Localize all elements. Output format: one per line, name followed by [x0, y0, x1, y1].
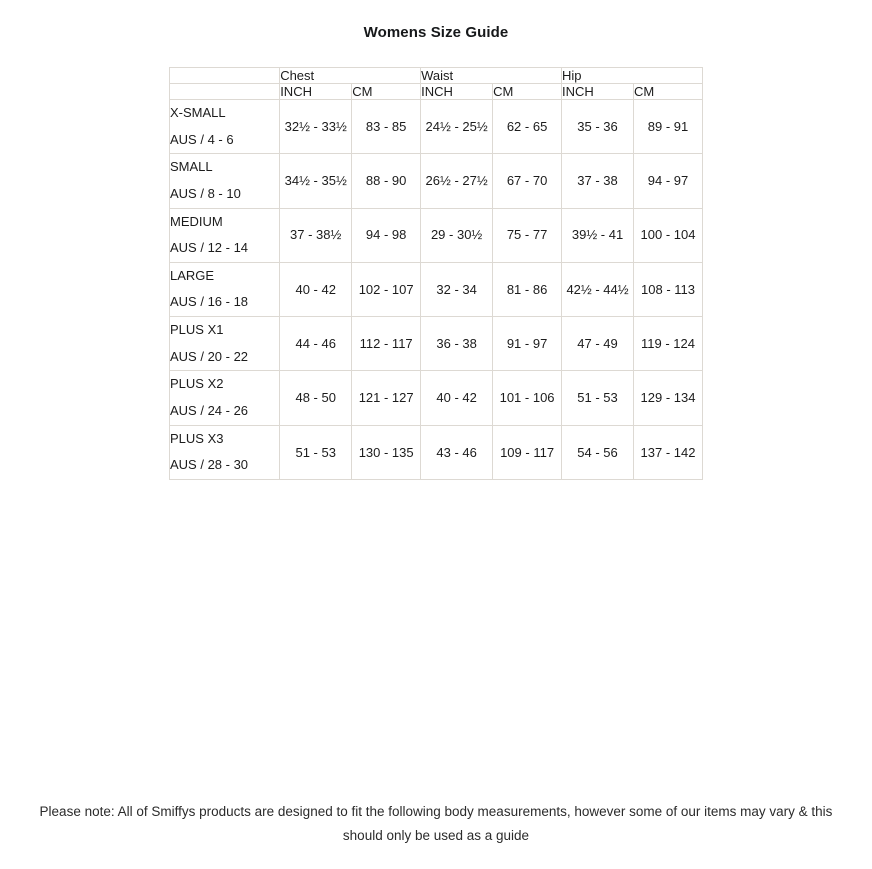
- cell-hip-inch: 51 - 53: [562, 371, 634, 425]
- cell-hip-cm: 137 - 142: [634, 425, 703, 479]
- cell-chest-inch: 51 - 53: [280, 425, 352, 479]
- cell-chest-inch: 40 - 42: [280, 262, 352, 316]
- group-header-chest: Chest: [280, 68, 421, 84]
- cell-waist-cm: 67 - 70: [493, 154, 562, 208]
- size-aus: AUS / 20 - 22: [170, 348, 249, 364]
- cell-hip-inch: 35 - 36: [562, 100, 634, 154]
- cell-chest-cm: 88 - 90: [352, 154, 421, 208]
- table-row: [170, 371, 703, 425]
- cell-hip-cm: 129 - 134: [634, 371, 703, 425]
- size-aus: AUS / 24 - 26: [170, 403, 249, 419]
- size-name: SMALL: [170, 159, 213, 175]
- size-name: X-SMALL: [170, 105, 226, 120]
- table-row: [170, 208, 703, 262]
- unit-header-chest-inch: INCH: [280, 84, 352, 100]
- table-row: [170, 154, 703, 208]
- group-header-blank: [170, 68, 280, 84]
- cell-hip-inch: 47 - 49: [562, 317, 634, 371]
- size-name: MEDIUM: [170, 213, 223, 229]
- row-size-label: [170, 371, 280, 425]
- cell-chest-inch: 34½ - 35½: [280, 154, 352, 208]
- cell-waist-cm: 62 - 65: [493, 100, 562, 154]
- unit-header-hip-cm: CM: [634, 84, 703, 100]
- row-size-label: [170, 262, 280, 316]
- size-table: [169, 67, 703, 480]
- cell-chest-cm: 130 - 135: [352, 425, 421, 479]
- row-size-label: [170, 317, 280, 371]
- cell-waist-inch: 32 - 34: [421, 262, 493, 316]
- size-aus: AUS / 8 - 10: [170, 185, 241, 201]
- cell-hip-inch: 39½ - 41: [562, 208, 634, 262]
- group-header-row: [170, 68, 703, 84]
- size-aus: AUS / 28 - 30: [170, 457, 249, 473]
- cell-hip-inch: 54 - 56: [562, 425, 634, 479]
- size-name: PLUS X3: [170, 430, 224, 446]
- unit-header-waist-cm: CM: [493, 84, 562, 100]
- size-name: PLUS X2: [170, 376, 224, 392]
- cell-waist-inch: 36 - 38: [421, 317, 493, 371]
- table-row: [170, 425, 703, 479]
- table-row: [170, 317, 703, 371]
- unit-header-row: [170, 84, 703, 100]
- row-size-label: [170, 208, 280, 262]
- cell-waist-cm: 91 - 97: [493, 317, 562, 371]
- unit-header-waist-inch: INCH: [421, 84, 493, 100]
- size-name: LARGE: [170, 267, 215, 283]
- table-header: [170, 68, 703, 100]
- cell-chest-inch: 44 - 46: [280, 317, 352, 371]
- size-name: PLUS X1: [170, 322, 224, 338]
- cell-hip-inch: 37 - 38: [562, 154, 634, 208]
- cell-waist-inch: 24½ - 25½: [421, 100, 493, 154]
- page-title: Womens Size Guide: [363, 24, 509, 41]
- cell-hip-cm: 108 - 113: [634, 262, 703, 316]
- cell-chest-cm: 83 - 85: [352, 100, 421, 154]
- cell-waist-inch: 26½ - 27½: [421, 154, 493, 208]
- cell-waist-inch: 40 - 42: [421, 371, 493, 425]
- size-aus: AUS / 12 - 14: [170, 240, 249, 256]
- unit-header-blank: [170, 84, 280, 100]
- row-size-label: [170, 100, 280, 154]
- cell-waist-cm: 75 - 77: [493, 208, 562, 262]
- cell-chest-cm: 102 - 107: [352, 262, 421, 316]
- table-row: [170, 262, 703, 316]
- cell-waist-cm: 109 - 117: [493, 425, 562, 479]
- cell-hip-inch: 42½ - 44½: [562, 262, 634, 316]
- cell-hip-cm: 119 - 124: [634, 317, 703, 371]
- unit-header-chest-cm: CM: [352, 84, 421, 100]
- cell-chest-cm: 94 - 98: [352, 208, 421, 262]
- group-header-hip: Hip: [562, 68, 703, 84]
- cell-chest-inch: 37 - 38½: [280, 208, 352, 262]
- cell-waist-cm: 101 - 106: [493, 371, 562, 425]
- size-table-container: [169, 41, 703, 480]
- disclaimer-note: Please note: All of Smiffys products are designed to fit the following body measurements, however some of our items may vary & this should only be used as a guide: [39, 804, 833, 843]
- cell-hip-cm: 94 - 97: [634, 154, 703, 208]
- cell-chest-inch: 48 - 50: [280, 371, 352, 425]
- cell-waist-inch: 29 - 30½: [421, 208, 493, 262]
- cell-hip-cm: 100 - 104: [634, 208, 703, 262]
- table-row: [170, 100, 703, 154]
- cell-waist-inch: 43 - 46: [421, 425, 493, 479]
- cell-chest-inch: 32½ - 33½: [280, 100, 352, 154]
- size-aus: AUS / 16 - 18: [170, 294, 249, 310]
- cell-waist-cm: 81 - 86: [493, 262, 562, 316]
- cell-chest-cm: 112 - 117: [352, 317, 421, 371]
- row-size-label: [170, 425, 280, 479]
- size-aus: AUS / 4 - 6: [170, 131, 234, 147]
- unit-header-hip-inch: INCH: [562, 84, 634, 100]
- cell-hip-cm: 89 - 91: [634, 100, 703, 154]
- cell-chest-cm: 121 - 127: [352, 371, 421, 425]
- row-size-label: [170, 154, 280, 208]
- table-body: [170, 100, 703, 480]
- group-header-waist: Waist: [421, 68, 562, 84]
